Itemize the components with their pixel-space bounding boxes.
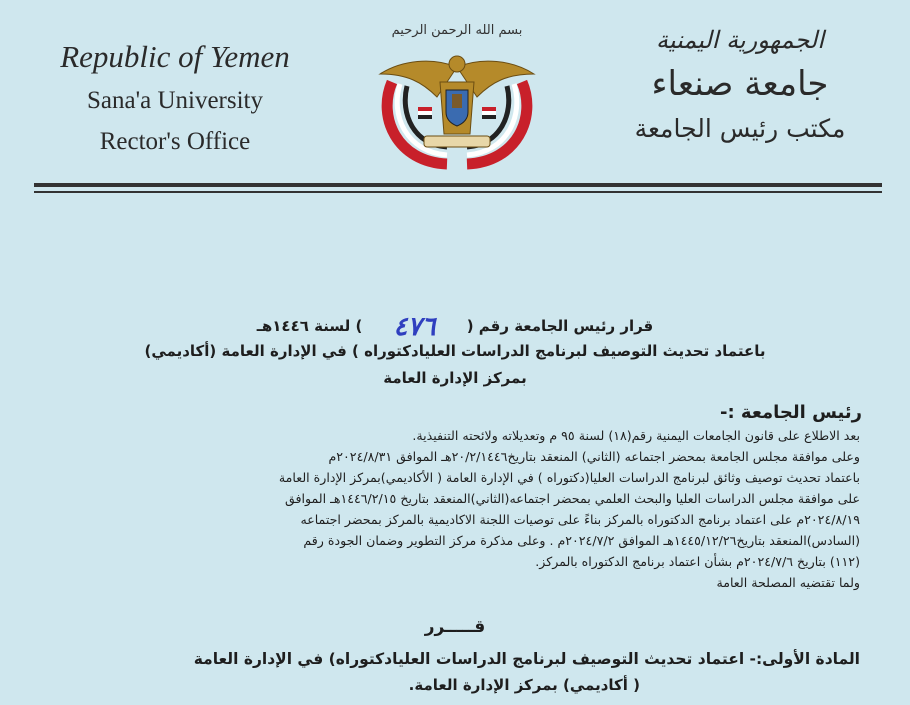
body-line: بعد الاطلاع على قانون الجامعات اليمنية رقم(١٨) لسنة ٩٥ م وتعديلاته ولائحته التنفيذية. <box>412 428 860 443</box>
article-1-line-2: ( أكاديمي) بمركز الإدارة العامة. <box>408 676 640 694</box>
rector-heading: رئيس الجامعة :- <box>720 402 862 423</box>
decision-suffix: ) لسنة ١٤٤٦هـ <box>256 317 363 335</box>
resolution-heading: قـــــرر <box>424 617 486 637</box>
yemen-emblem-icon <box>352 12 562 172</box>
decision-prefix: قرار رئيس الجامعة رقم ( <box>466 317 654 335</box>
university-name-ar: جامعة صنعاء <box>651 64 829 104</box>
university-name-en: Sana'a University <box>87 87 263 114</box>
header-english <box>20 38 330 158</box>
country-name-en: Republic of Yemen <box>60 39 290 74</box>
body-line: (السادس)المنعقد بتاريخ١٤٤٥/١٢/٢٦هـ الموافق ٢٠٢٤/٧/٢م . وعلى مذكرة مركز التطوير وضمان الجودة رقم <box>303 533 860 548</box>
decision-number: ٤٧٦ <box>393 312 436 342</box>
decision-subject-2: بمركز الإدارة العامة <box>383 369 527 387</box>
decision-subject-1: باعتماد تحديث التوصيف لبرنامج الدراسات العليادكتوراه ) في الإدارة العامة (أكاديمي) <box>144 342 766 360</box>
body-line: ٢٠٢٤/٨/١٩م على اعتماد برنامج الدكتوراه بالمركز بناءً على توصيات اللجنة الاكاديمية بالمركز بمحضر اجتماعه <box>300 512 860 527</box>
country-name-ar: الجمهورية اليمنية <box>655 26 825 54</box>
body-line: (١١٢) بتاريخ ٢٠٢٤/٧/٦م بشأن اعتماد برنامج الدكتوراه بالمركز. <box>535 554 860 569</box>
body-line: باعتماد تحديث توصيف وثائق لبرنامج الدراسات العليا(دكتوراه ) في الإدارة العامة ( الأكاديمي)بمركز الإدارة العامة <box>278 470 860 485</box>
article-1-line-1: المادة الأولى:- اعتماد تحديث التوصيف لبرنامج الدراسات العليادكتوراه) في الإدارة العامة <box>193 650 860 668</box>
body-line: على موافقة مجلس الدراسات العليا والبحث العلمي بمحضر اجتماعه(الثاني)المنعقد بتاريخ ١٤٤٦/٢/١٥هـ الموافق <box>285 491 860 506</box>
office-name-ar: مكتب رئيس الجامعة <box>634 114 846 143</box>
body-line: وعلى موافقة مجلس الجامعة بمحضر اجتماعه (الثاني) المنعقد بتاريخ٢٠/٢/١٤٤٦هـ الموافق ٢٠٢٤/٨/٣١م <box>328 449 860 464</box>
header-divider-thin <box>34 191 882 193</box>
decision-title <box>0 308 910 342</box>
office-name-en: Rector's Office <box>99 128 251 155</box>
body-line: ولما تقتضيه المصلحة العامة <box>716 575 860 590</box>
basmala: بسم الله الرحمن الرحيم <box>391 23 523 38</box>
header-arabic <box>600 22 880 148</box>
header-divider <box>34 183 882 187</box>
